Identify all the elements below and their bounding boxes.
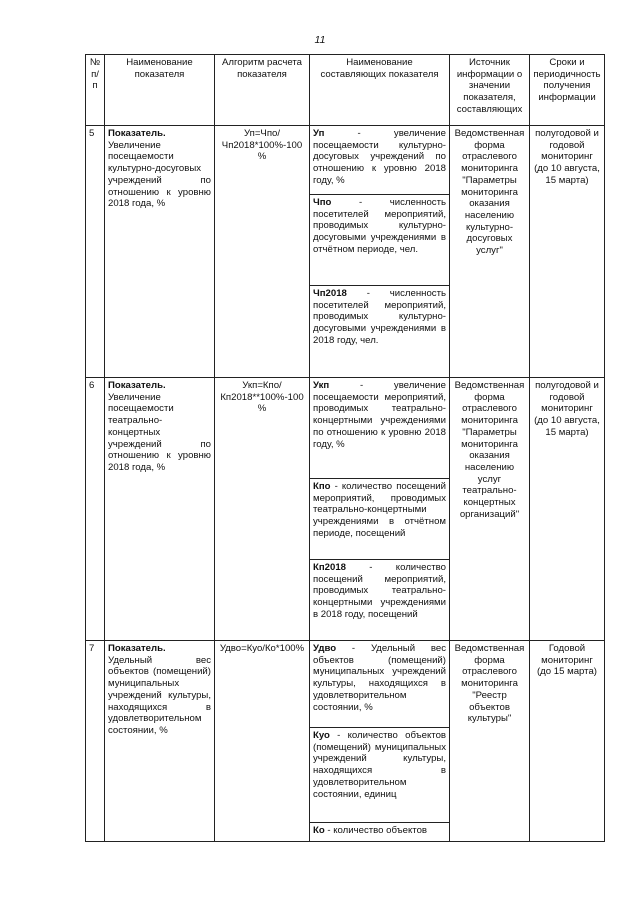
component-code: Укп — [313, 380, 330, 391]
indicator-name-text: Увеличение посещаемости культурно-досуговых учреждений по отношению к уровню 2018 года, % — [108, 139, 211, 210]
info-source: Ведомственная форма отраслевого мониторинга "Реестр объектов культуры" — [450, 641, 530, 842]
algorithm-formula: Удво=Куо/Ко*100% — [215, 641, 310, 842]
page-number: 11 — [314, 34, 326, 46]
info-source: Ведомственная форма отраслевого мониторинга "Параметры мониторинга оказания населению услуг театрально-концертных организаций" — [450, 378, 530, 641]
indicator-name-text: Увеличение посещаемости театрально-концертных учреждений по отношению к уровню 2018 года, % — [108, 391, 211, 473]
component-code: Уп — [313, 128, 325, 139]
component-cell — [310, 126, 450, 195]
header-algorithm: Алгоритм расчета показателя — [215, 55, 310, 126]
header-num: № п/п — [86, 55, 105, 126]
component-text: - количество объектов (помещений) муниципальных учреждений культуры, находящихся в удовлетворительном состоянии, единиц — [313, 730, 446, 800]
component-code: Кпо — [313, 481, 331, 492]
header-source: Источник информации о значении показателя, составляющих — [450, 55, 530, 126]
table-row — [86, 641, 605, 728]
indicator-label: Показатель. — [108, 643, 166, 654]
component-cell — [310, 378, 450, 479]
algorithm-formula: Уп=Чпо/Чп2018*100%-100% — [215, 126, 310, 378]
component-cell — [310, 823, 450, 842]
indicator-name-text: Удельный вес объектов (помещений) муниципальных учреждений культуры, находящихся в удовлетворительном состоянии, % — [108, 654, 211, 736]
info-deadlines: Годовой мониторинг (до 15 марта) — [530, 641, 605, 842]
table-row — [86, 126, 605, 195]
component-cell — [310, 641, 450, 728]
table-header-row — [86, 55, 605, 126]
component-code: Удво — [313, 643, 337, 654]
component-code: Чпо — [313, 197, 332, 208]
component-cell — [310, 286, 450, 378]
row-number: 6 — [86, 378, 105, 641]
header-components: Наименование составляющих показателя — [310, 55, 450, 126]
component-text: - численность посетителей мероприятий, проводимых культурно-досуговыми учреждениями в 2018 году, чел. — [313, 288, 446, 346]
indicator-label: Показатель. — [108, 128, 166, 139]
row-number: 5 — [86, 126, 105, 378]
component-code: Чп2018 — [313, 288, 347, 299]
component-text: - количество объектов — [324, 825, 428, 836]
component-code: Кп2018 — [313, 562, 346, 573]
table-row — [86, 378, 605, 479]
indicator-name — [105, 641, 215, 842]
info-deadlines: полугодовой и годовой мониторинг (до 10 августа, 15 марта) — [530, 378, 605, 641]
indicator-name — [105, 126, 215, 378]
component-cell — [310, 479, 450, 560]
component-text: - Удельный вес объектов (помещений) муниципальных учреждений культуры, находящихся в удовлетворительном состоянии, % — [313, 643, 446, 713]
component-cell — [310, 195, 450, 286]
component-text: - численность посетителей мероприятий, проводимых культурно-досуговыми учреждениями в отчётном периоде, чел. — [313, 197, 446, 255]
row-number: 7 — [86, 641, 105, 842]
header-deadlines: Сроки и периодичность получения информации — [530, 55, 605, 126]
component-text: - количество посещений мероприятий, проводимых театрально-концертными учреждениями в отчётном периоде, посещений — [313, 481, 446, 539]
indicator-label: Показатель. — [108, 380, 166, 391]
info-deadlines: полугодовой и годовой мониторинг (до 10 августа, 15 марта) — [530, 126, 605, 378]
header-name: Наименование показателя — [105, 55, 215, 126]
component-text: - увеличение посещаемости мероприятий, проводимых театрально-концертными учреждениями по отношению к уровню 2018 году, % — [313, 380, 446, 450]
indicators-table — [85, 54, 605, 842]
component-code: Ко — [313, 825, 325, 836]
component-code: Куо — [313, 730, 330, 741]
indicator-name — [105, 378, 215, 641]
info-source: Ведомственная форма отраслевого мониторинга "Параметры мониторинга оказания населению культурно-досуговых услуг" — [450, 126, 530, 378]
component-cell — [310, 560, 450, 641]
component-text: - увеличение посещаемости культурно-досуговых учреждений по отношению к уровню 2018 году, % — [313, 128, 446, 186]
algorithm-formula: Укп=Кпо/Кп2018**100%-100% — [215, 378, 310, 641]
component-text: - количество посещений мероприятий, проводимых театрально-концертными учреждениями в 2018 году, посещений — [313, 562, 446, 620]
component-cell — [310, 728, 450, 823]
